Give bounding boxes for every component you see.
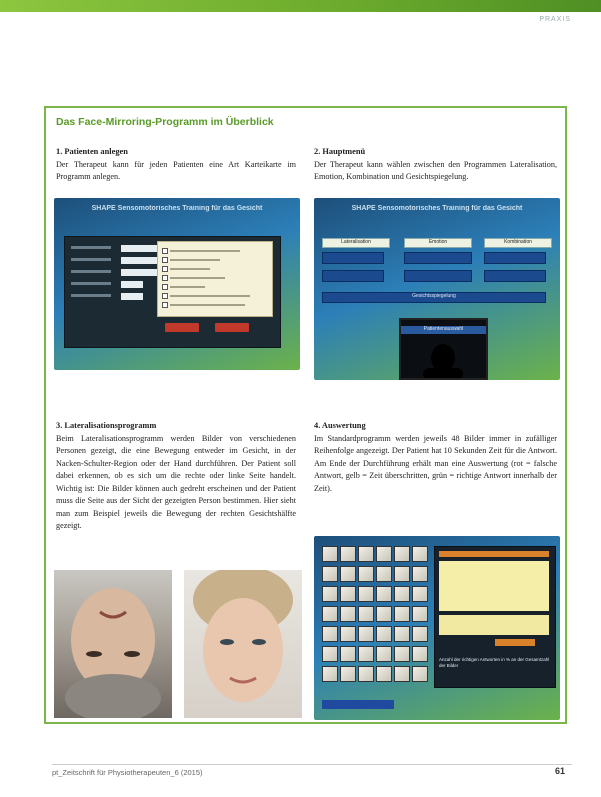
- menu-column-kombination[interactable]: Kombination: [484, 238, 552, 248]
- app-title: SHAPE Sensomotorisches Training für das Gesicht: [91, 205, 263, 212]
- menu-item[interactable]: [484, 252, 546, 264]
- footer-journal: pt_Zeitschrift für Physiotherapeuten_6 (2015): [52, 768, 203, 777]
- results-list: [439, 561, 549, 611]
- checkbox[interactable]: [162, 302, 168, 308]
- footer-rule: [52, 764, 572, 765]
- screenshot-evaluation: [314, 536, 560, 720]
- person-silhouette-icon: [401, 320, 486, 378]
- info-box: [44, 106, 567, 724]
- form-row: [71, 269, 151, 275]
- section-2: [314, 146, 557, 184]
- mirroring-bar[interactable]: Gesichtsspiegelung: [322, 292, 546, 303]
- checkbox[interactable]: [162, 275, 168, 281]
- section-3-text: Beim Lateralisationsprogramm werden Bilder von verschiedenen Personen gezeigt, die eine Bewegung entweder im Gesicht, in der Nacken-Schulter-Region oder der Hand durchführen. Der Patient soll dabei erkennen, ob es sich um die rechte oder linke Seite handelt. Wichtig ist: Die Bilder können auch gedreht erscheinen und der Patient muss die Seite aus der Sicht der gezeigten Person bestimmen. Hier sieht man zum Beispiel jeweils die Bewegung der rechten Gesichtshälfte gezeigt.: [56, 433, 296, 530]
- section-2-heading: 2. Hauptmenü: [314, 147, 366, 156]
- checkbox-list: [157, 241, 273, 317]
- form-row: [71, 281, 151, 287]
- results-panel: [434, 546, 556, 688]
- save-button[interactable]: [215, 323, 249, 332]
- menu-item[interactable]: [322, 252, 384, 264]
- face-photo-woman: [184, 570, 302, 718]
- top-color-bar: [0, 0, 601, 12]
- results-tab[interactable]: [439, 551, 549, 557]
- menu-column-lateralisation[interactable]: Lateralisation: [322, 238, 390, 248]
- app-title: SHAPE Sensomotorisches Training für das Gesicht: [351, 205, 523, 212]
- eval-note: Anzahl der richtigen Antworten in % an der Gesamtzahl der Bilder: [439, 657, 550, 668]
- cancel-button[interactable]: [165, 323, 199, 332]
- section-4-heading: 4. Auswertung: [314, 421, 366, 430]
- menu-column-emotion[interactable]: Emotion: [404, 238, 472, 248]
- section-3: [56, 420, 296, 533]
- page-number: 61: [554, 766, 565, 776]
- print-button[interactable]: [495, 639, 535, 646]
- section-2-text: Der Therapeut kann wählen zwischen den Programmen Lateralisation, Emotion, Kombination und Gesichtspiegelung.: [314, 159, 557, 181]
- menu-item[interactable]: [322, 270, 384, 282]
- results-summary: [439, 615, 549, 635]
- back-button[interactable]: [322, 700, 394, 709]
- box-title: Das Face-Mirroring-Programm im Überblick: [56, 116, 274, 128]
- checkbox[interactable]: [162, 248, 168, 254]
- screenshot-patient-form: [54, 198, 300, 370]
- rotated-face-icon: [54, 570, 172, 718]
- woman-face-icon: [184, 570, 302, 718]
- section-4-text: Im Standardprogramm werden jeweils 48 Bilder immer in zufälliger Reihenfolge angezeigt. Der Patient hat 10 Sekunden Zeit für die Antwort. Am Ende der Durchführung erhält man eine Auswertung (rot = falsche Antwort, gelb = Zeit überschritten, grün = richtige Antwort innerhalb der Zeit).: [314, 433, 557, 493]
- section-3-heading: 3. Lateralisationsprogramm: [56, 421, 157, 430]
- section-4: [314, 420, 557, 495]
- checkbox[interactable]: [162, 266, 168, 272]
- form-row: [71, 293, 151, 299]
- form-row: [71, 245, 151, 251]
- screenshot-main-menu: [314, 198, 560, 380]
- image-grid: [322, 546, 432, 682]
- menu-item[interactable]: [484, 270, 546, 282]
- section-1: [56, 146, 296, 184]
- menu-item[interactable]: [404, 252, 472, 264]
- form-row: [71, 257, 151, 263]
- face-photo-rotated: [54, 570, 172, 718]
- menu-item[interactable]: [404, 270, 472, 282]
- patient-form-panel: [64, 236, 281, 348]
- video-bar: Patientenauswahl: [401, 326, 486, 334]
- checkbox[interactable]: [162, 284, 168, 290]
- section-1-heading: 1. Patienten anlegen: [56, 147, 128, 156]
- section-tag: PRAXIS: [539, 16, 571, 23]
- video-monitor: [399, 318, 488, 380]
- section-1-text: Der Therapeut kann für jeden Patienten eine Art Karteikarte im Programm anlegen.: [56, 159, 296, 181]
- checkbox[interactable]: [162, 257, 168, 263]
- checkbox[interactable]: [162, 293, 168, 299]
